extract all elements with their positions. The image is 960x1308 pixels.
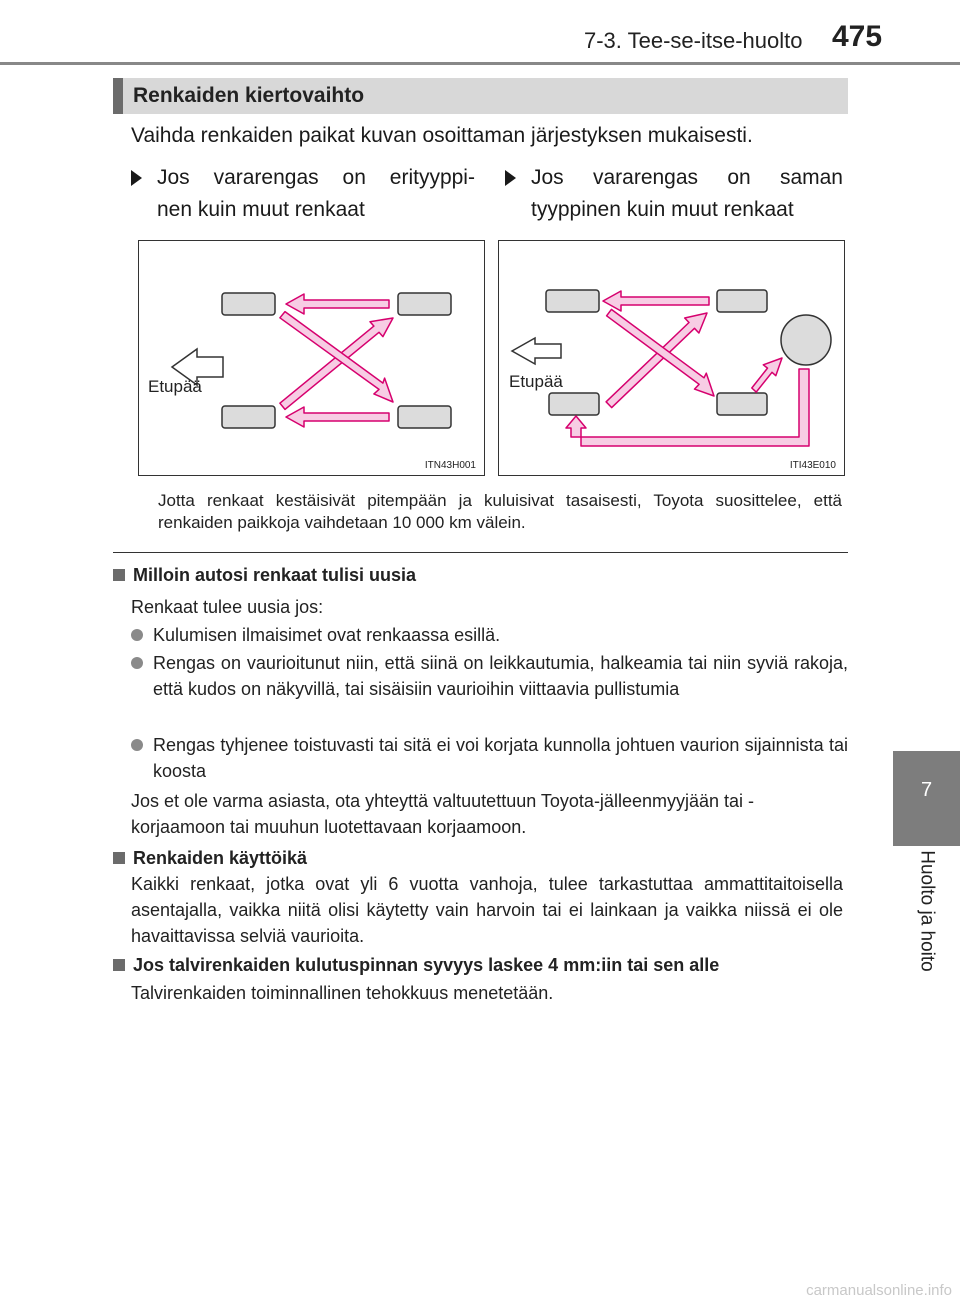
front-label: Etupää	[148, 377, 202, 396]
rotation-arrow-spare-loop	[566, 369, 809, 446]
section-divider	[113, 552, 848, 553]
section-heading-bar	[113, 78, 848, 114]
caption-line-1	[157, 162, 475, 194]
heading-text: Milloin autosi renkaat tulisi uusia	[133, 565, 417, 585]
triangle-bullet-icon	[505, 170, 516, 186]
tire-front-left	[222, 293, 275, 315]
caption-word: saman	[779, 166, 843, 189]
caption-line-2: nen kuin muut renkaat	[157, 198, 365, 221]
heading-text: Renkaiden käyttöikä	[133, 848, 308, 868]
square-bullet-icon	[113, 959, 125, 971]
rotation-arrow-bottom	[286, 407, 389, 427]
triangle-bullet-icon	[131, 170, 142, 186]
replace-closing: Jos et ole varma asiasta, ota yhteyttä valtuutettuun Toyota-jälleenmyyjään tai -korjaamoon tai muuhun luotettavaan korjaamoon.	[131, 791, 755, 837]
bullet-item	[131, 732, 848, 784]
rotation-arrow-top	[603, 291, 709, 311]
figure-caption-different-spare	[131, 162, 475, 226]
rotation-diagram-four-tires	[138, 240, 485, 476]
tire-rear-left	[398, 293, 451, 315]
front-direction-arrow-icon	[512, 338, 561, 364]
tire-front-right	[549, 393, 599, 415]
tire-front-left	[546, 290, 599, 312]
figure-caption-same-spare	[505, 162, 843, 226]
lifetime-text: Kaikki renkaat, jotka ovat yli 6 vuotta vanhoja, tulee tarkastuttaa ammattitaitoisella asentajalla, vaikka niitä olisi käytetty vain harvoin tai ei lainkaan ja vaikka niissä ei ole havaittavissa selviä vaurioita.	[131, 874, 843, 946]
bullet-item	[131, 650, 848, 702]
square-bullet-icon	[113, 852, 125, 864]
rotation-diagram-graphic	[499, 241, 846, 477]
rotation-arrow-to-spare	[752, 358, 782, 392]
rotation-interval-note: Jotta renkaat kestäisivät pitempään ja kuluisivat tasaisesti, Toyota suosittelee, että renkaiden paikkoja vaihdetaan 10 000 km välein.	[158, 491, 842, 532]
bullet-text: Rengas tyhjenee toistuvasti tai sitä ei voi korjata kunnolla johtuen vaurion sijainnista tai koosta	[153, 735, 848, 781]
caption-word: vararengas	[592, 166, 699, 189]
figure-code: ITI43E010	[789, 460, 836, 471]
caption-word: on	[727, 166, 751, 189]
heading-winter-tires	[113, 952, 719, 978]
caption-line-1	[531, 162, 843, 194]
caption-word: erityyppi-	[389, 166, 475, 189]
heading-tire-lifetime	[113, 845, 307, 871]
caption-line-2: tyyppinen kuin muut renkaat	[531, 198, 794, 221]
rotation-arrow-diagonal-up	[280, 318, 393, 409]
chapter-title-vertical	[893, 846, 960, 976]
heading-text: Jos talvirenkaiden kulutuspinnan syvyys laskee 4 mm:iin tai sen alle	[133, 955, 720, 975]
section-heading-marker	[113, 78, 123, 114]
caption-word: on	[342, 166, 366, 189]
tire-front-right	[222, 406, 275, 428]
watermark: carmanualsonline.info	[806, 1282, 952, 1299]
replace-lead: Renkaat tulee uusia jos:	[131, 597, 324, 617]
header-rule	[0, 62, 960, 65]
rotation-diagram-graphic	[139, 241, 486, 477]
tire-rear-right	[717, 393, 767, 415]
chapter-title: Huolto ja hoito	[916, 850, 938, 972]
tire-rear-right	[398, 406, 451, 428]
chapter-number: 7	[920, 779, 933, 801]
bullet-text: Kulumisen ilmaisimet ovat renkaassa esillä.	[153, 625, 501, 645]
tire-rear-left	[717, 290, 767, 312]
intro-text: Vaihda renkaiden paikat kuvan osoittaman järjestyksen mukaisesti.	[131, 124, 753, 147]
caption-word: Jos	[157, 166, 190, 189]
caption-word: Jos	[531, 166, 564, 189]
circle-bullet-icon	[131, 629, 143, 641]
winter-text: Talvirenkaiden toiminnallinen tehokkuus menetetään.	[131, 983, 554, 1003]
circle-bullet-icon	[131, 657, 143, 669]
circle-bullet-icon	[131, 739, 143, 751]
caption-word: vararengas	[213, 166, 319, 189]
front-label: Etupää	[509, 372, 563, 391]
page-number: 475	[832, 20, 883, 53]
bullet-item	[131, 622, 848, 648]
section-heading: Renkaiden kiertovaihto	[133, 84, 365, 107]
rotation-arrow-top	[286, 294, 389, 314]
spare-tire	[781, 315, 831, 365]
heading-replace-tires	[113, 562, 416, 588]
bullet-text: Rengas on vaurioitunut niin, että siinä on leikkautumia, halkeamia tai niin syviä rakoja, että kudos on näkyvillä, tai sisäisiin vaurioihin viittaavia pullistumia	[153, 653, 848, 699]
chapter-tab	[893, 751, 960, 846]
header-section-title: 7-3. Tee-se-itse-huolto	[584, 28, 803, 53]
square-bullet-icon	[113, 569, 125, 581]
figure-code: ITN43H001	[424, 460, 476, 471]
rotation-diagram-five-tires	[498, 240, 845, 476]
